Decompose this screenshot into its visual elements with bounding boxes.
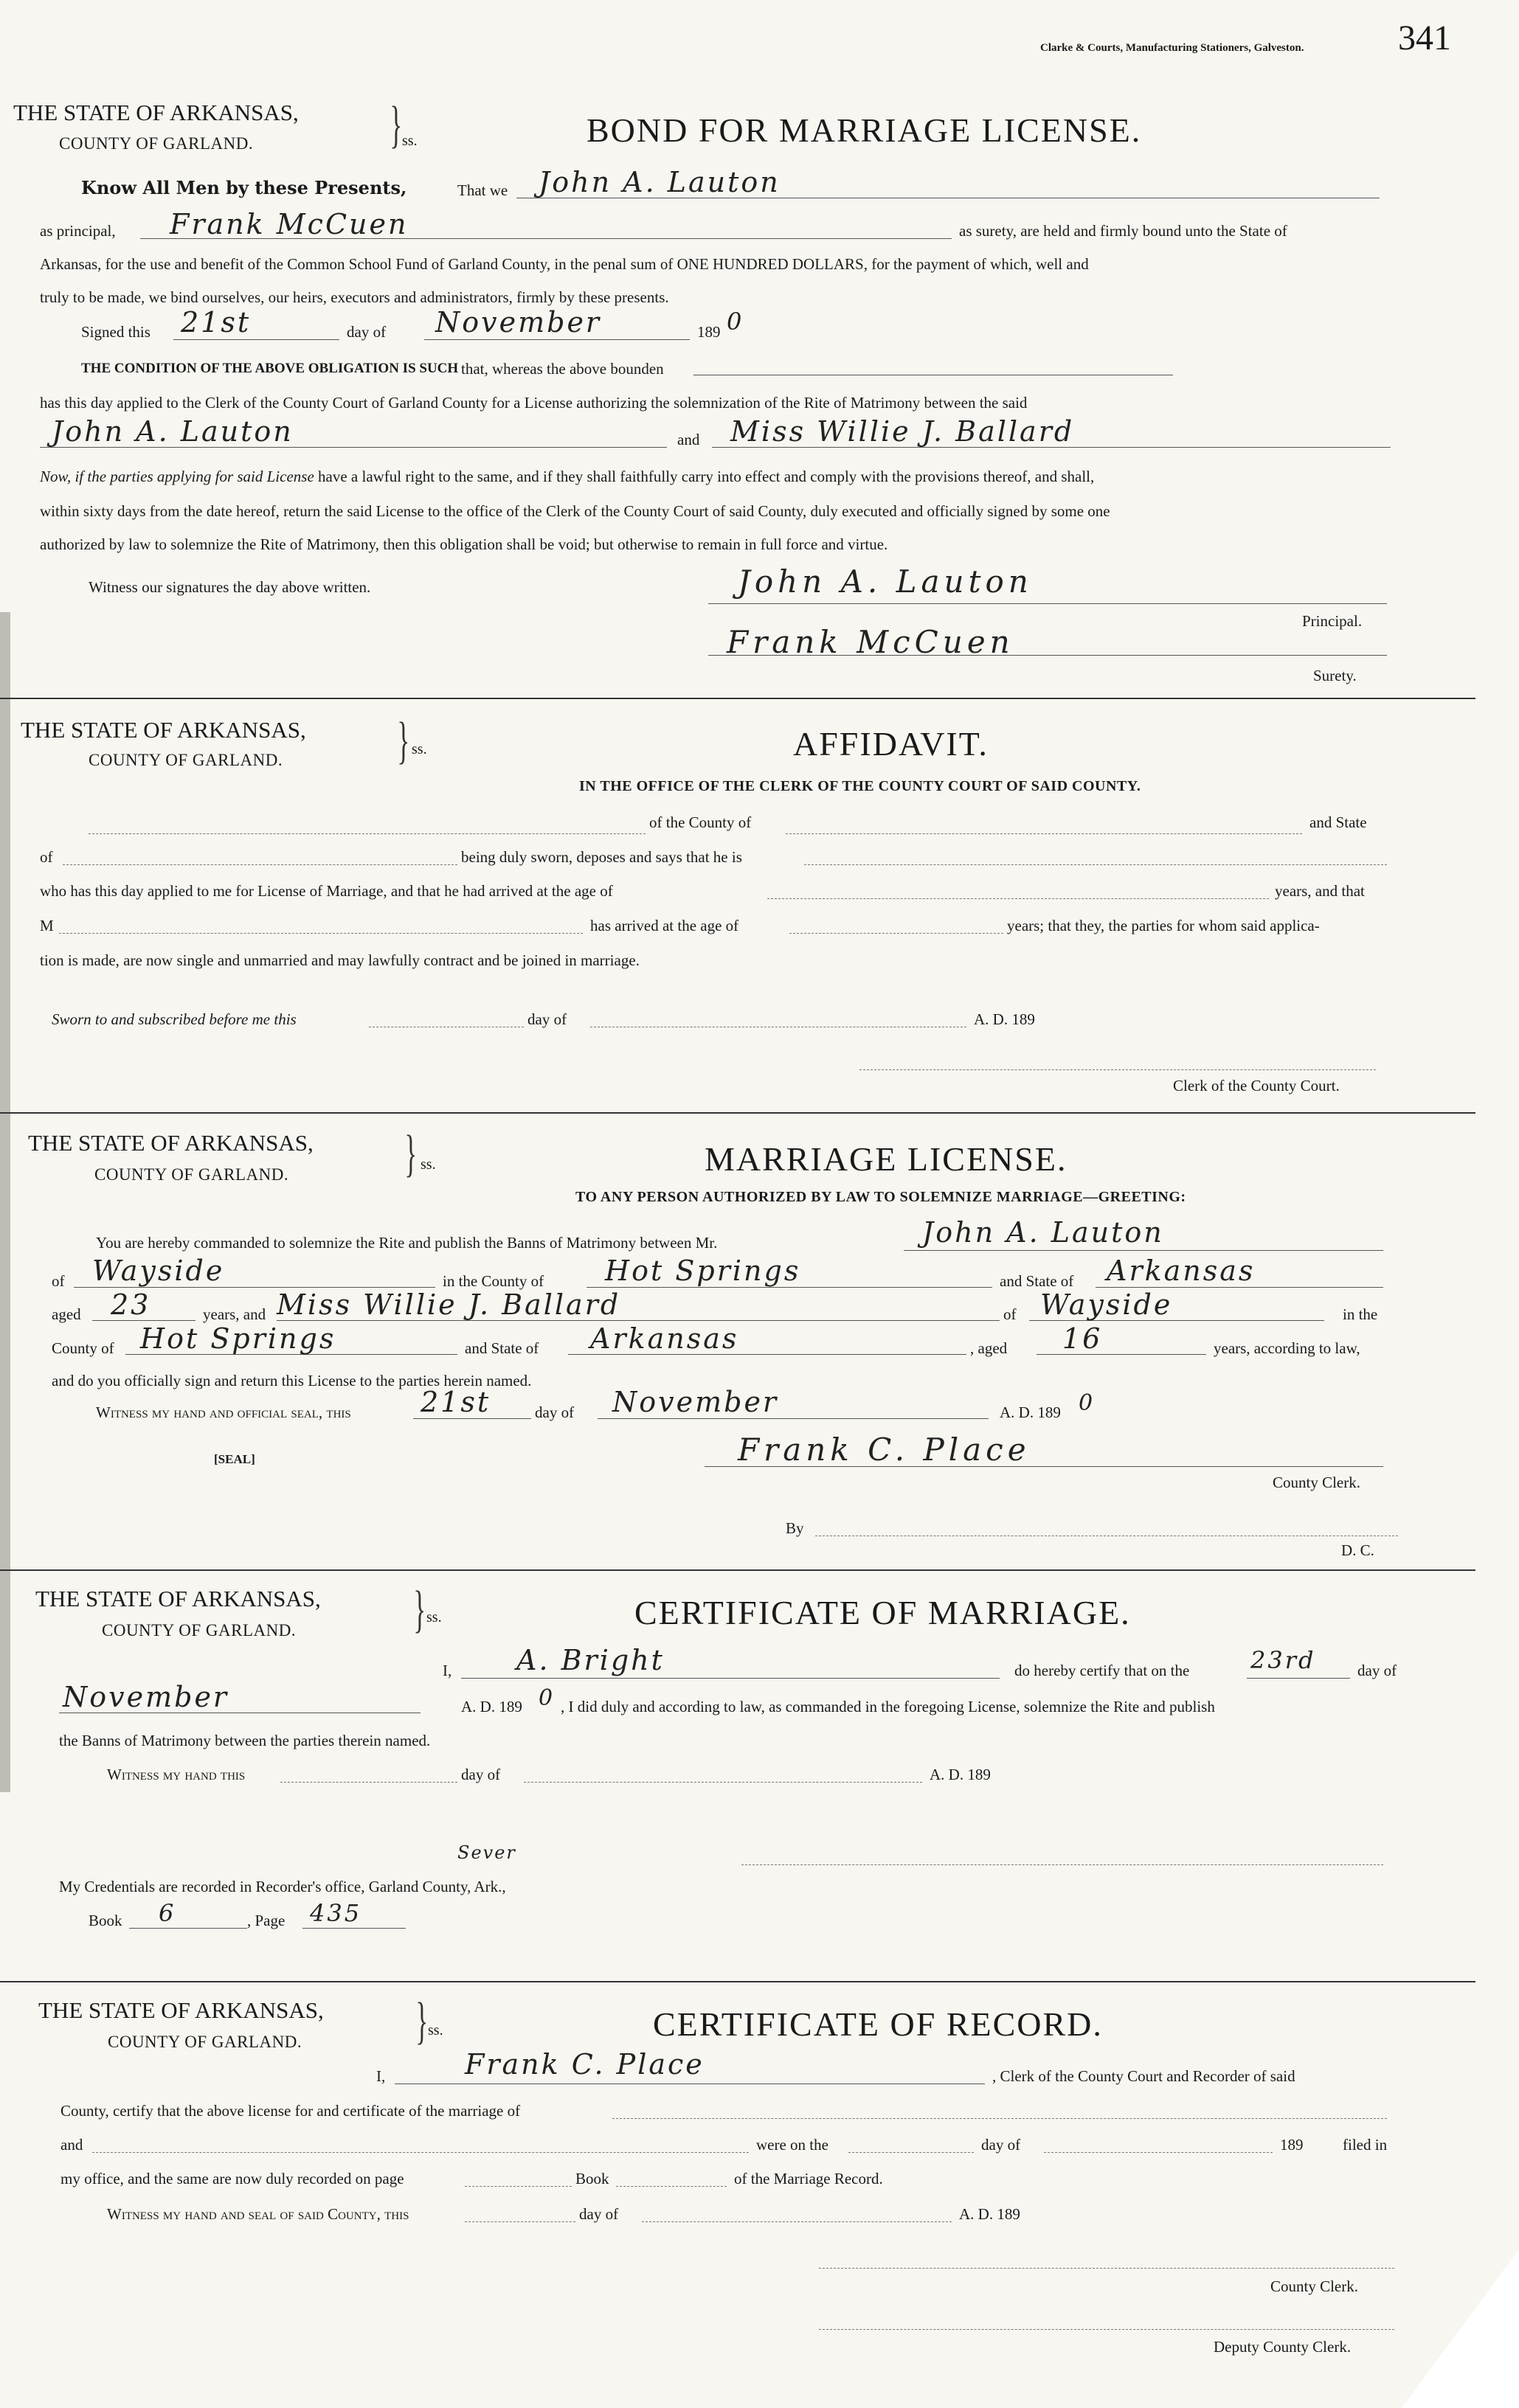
- groom-age-line: [767, 898, 1269, 899]
- surety-text: as surety, are held and firmly bound unto the State of: [959, 222, 1287, 240]
- record-line-2: County, certify that the above license for and certificate of the marriage of: [60, 2102, 521, 2120]
- bond-body-4: [40, 469, 1094, 485]
- bond-body-5: within sixty days from the date hereof, return the said License to the office of the Clerk of the County Court of said County, duly executed and officially signed by some one: [40, 502, 1110, 520]
- witness-day-line: [465, 2221, 575, 2222]
- witness-day-line: [280, 1782, 457, 1783]
- page-line: [302, 1928, 406, 1929]
- clerk-label: Clerk of the County Court.: [1173, 1077, 1340, 1094]
- name-line: [89, 833, 646, 834]
- state-line: [63, 864, 457, 865]
- of-label-2: of: [1003, 1305, 1017, 1323]
- section-title: BOND FOR MARRIAGE LICENSE.: [587, 111, 1142, 149]
- ss-mark: ss.: [428, 2022, 443, 2039]
- book-label: Book: [575, 2170, 609, 2187]
- surety-signature: Frank McCuen: [727, 624, 1014, 660]
- witness-label: Witness my hand and seal of said County, this: [107, 2205, 409, 2223]
- dc-label: D. C.: [1341, 1541, 1374, 1559]
- county-heading: COUNTY OF GARLAND.: [89, 751, 283, 769]
- aged-label: aged: [52, 1305, 81, 1323]
- witness-month-line: [598, 1418, 989, 1419]
- witness-day-line: [413, 1418, 531, 1419]
- page-number: 341: [1398, 18, 1451, 58]
- state-heading: THE STATE OF ARKANSAS,: [35, 1586, 321, 1611]
- seal-mark: [SEAL]: [214, 1452, 255, 1466]
- bride-name: Miss Willie J. Ballard: [730, 415, 1075, 448]
- i-label: I,: [376, 2067, 386, 2085]
- sworn-text: being duly sworn, deposes and says that he is: [461, 848, 742, 866]
- body-4-rest: have a lawful right to the same, and if they shall faithfully carry into effect and comply with the provisions thereof, and shall,: [318, 468, 1095, 485]
- record-day-line: [848, 2152, 974, 2153]
- witness-day: 21st: [421, 1386, 491, 1418]
- state-heading: THE STATE OF ARKANSAS,: [21, 717, 306, 743]
- groom-name: John A. Lauton: [52, 415, 294, 448]
- witness-month: November: [612, 1386, 779, 1418]
- credentials-note: Sever: [457, 1842, 516, 1863]
- sworn-before-label: Sworn to and subscribed before me this: [52, 1010, 297, 1028]
- state-heading: THE STATE OF ARKANSAS,: [13, 100, 299, 125]
- bond-witness: Witness our signatures the day above written.: [89, 578, 371, 596]
- by-label: By: [786, 1519, 804, 1537]
- record-text: of the Marriage Record.: [734, 2170, 883, 2187]
- and-state-label: and State: [1309, 813, 1367, 831]
- and-state-label-2: and State of: [465, 1339, 539, 1357]
- brace-glyph: }: [404, 1125, 418, 1182]
- bride-name: Miss Willie J. Ballard: [277, 1288, 621, 1321]
- section-divider: [0, 1569, 1475, 1571]
- section-subtitle: TO ANY PERSON AUTHORIZED BY LAW TO SOLEMNIZE MARRIAGE—GREETING:: [575, 1189, 1186, 1205]
- signed-day-line: [173, 339, 339, 340]
- witness-month-line: [524, 1782, 922, 1783]
- principal-label: Principal.: [1302, 612, 1363, 630]
- page-line: [465, 2186, 572, 2187]
- license-line-5: and do you officially sign and return this License to the parties herein named.: [52, 1372, 532, 1389]
- and-label: and: [60, 2136, 83, 2154]
- ss-mark: ss.: [402, 133, 418, 149]
- county-heading: COUNTY OF GARLAND.: [59, 134, 254, 153]
- and-label: and: [677, 431, 700, 448]
- year-digit: 0: [1079, 1390, 1096, 1416]
- brace-glyph: }: [413, 1581, 426, 1638]
- groom-residence: Wayside: [92, 1255, 225, 1287]
- section-divider: [0, 1112, 1475, 1114]
- filed-in-label: filed in: [1343, 2136, 1388, 2154]
- book-line: [616, 2186, 727, 2187]
- day-of-label: day of: [1357, 1662, 1397, 1679]
- county-heading: COUNTY OF GARLAND.: [94, 1165, 289, 1184]
- deputy-line: [819, 2329, 1394, 2330]
- year-prefix: 189: [697, 323, 721, 341]
- record-line-4: my office, and the same are now duly recorded on page: [60, 2170, 404, 2187]
- were-on-label: were on the: [756, 2136, 828, 2154]
- groom-line: [904, 1250, 1383, 1251]
- groom-county: Hot Springs: [605, 1255, 801, 1287]
- book-label: Book: [89, 1912, 122, 1929]
- license-line-1: You are hereby commanded to solemnize the Rite and publish the Banns of Matrimony between Mr.: [96, 1234, 718, 1252]
- bride-residence: Wayside: [1040, 1288, 1173, 1321]
- bride-state: Arkansas: [590, 1322, 739, 1355]
- clerk-label: County Clerk.: [1273, 1474, 1360, 1491]
- affidavit-line-3: who has this day applied to me for License of Marriage, and that he had arrived at the age of: [40, 882, 613, 900]
- i-label: I,: [443, 1662, 452, 1679]
- state-heading: THE STATE OF ARKANSAS,: [38, 1997, 324, 2023]
- clerk-signature-line: [859, 1069, 1376, 1070]
- principal-signature: John A. Lauton: [738, 563, 1033, 600]
- ss-mark: ss.: [426, 1609, 442, 1625]
- section-title: CERTIFICATE OF RECORD.: [653, 2005, 1103, 2043]
- relation-line: [804, 864, 1387, 865]
- that-we-label: That we: [457, 181, 508, 199]
- party-line-1: [612, 2118, 1387, 2119]
- signed-this-label: Signed this: [81, 323, 150, 341]
- aged-label-2: , aged: [970, 1339, 1008, 1357]
- body-4-italic: Now, if the parties applying for said License: [40, 468, 314, 485]
- deputy-label: Deputy County Clerk.: [1214, 2338, 1352, 2356]
- brace-glyph: }: [415, 1993, 429, 2050]
- surety-name: Frank McCuen: [170, 208, 409, 240]
- brace-glyph: }: [397, 712, 410, 769]
- officiant-line: [461, 1678, 1000, 1679]
- signed-day: 21st: [181, 306, 252, 339]
- groom-residence-line: [74, 1287, 435, 1288]
- county-clerk-line: [819, 2268, 1394, 2269]
- bride-line: [59, 933, 583, 934]
- witness-label: Witness my hand this: [107, 1766, 246, 1783]
- certificate-month: November: [63, 1681, 229, 1713]
- bond-intro: Know All Men by these Presents,: [81, 177, 407, 198]
- day-of-label: day of: [535, 1403, 575, 1421]
- section-divider: [0, 698, 1475, 699]
- state-heading: THE STATE OF ARKANSAS,: [28, 1130, 314, 1156]
- groom-state: Arkansas: [1107, 1255, 1256, 1287]
- day-of-label: day of: [527, 1010, 567, 1028]
- principal-name: John A. Lauton: [539, 166, 781, 198]
- and-state-label: and State of: [1000, 1272, 1074, 1290]
- m-label: M: [40, 917, 54, 934]
- section-subtitle: IN THE OFFICE OF THE CLERK OF THE COUNTY COURT OF SAID COUNTY.: [579, 778, 1141, 794]
- section-title: CERTIFICATE OF MARRIAGE.: [634, 1594, 1131, 1631]
- signed-month-line: [424, 339, 690, 340]
- certificate-line-2: , I did duly and according to law, as commanded in the foregoing License, solemnize the Rite and publish: [561, 1698, 1215, 1715]
- condition-text: that, whereas the above bounden: [461, 360, 664, 378]
- certify-label: do hereby certify that on the: [1014, 1662, 1190, 1679]
- county-of-label: County of: [52, 1339, 114, 1357]
- clerk-text: , Clerk of the County Court and Recorder of said: [992, 2067, 1295, 2085]
- page-value: 435: [310, 1899, 362, 1927]
- witness-ad: A. D. 189: [930, 1766, 991, 1783]
- groom-age: 23: [111, 1288, 151, 1321]
- printer-imprint: Clarke & Courts, Manufacturing Stationers, Galveston.: [1040, 42, 1304, 54]
- bride-county: Hot Springs: [140, 1322, 336, 1355]
- year-digit: 0: [539, 1685, 556, 1711]
- bond-body-2: truly to be made, we bind ourselves, our heirs, executors and administrators, firmly by these presents.: [40, 288, 669, 306]
- certificate-line-3: the Banns of Matrimony between the parties therein named.: [59, 1732, 431, 1749]
- binding-edge: [0, 612, 10, 1792]
- in-the-label: in the: [1343, 1305, 1378, 1323]
- groom-state-line: [1096, 1287, 1383, 1288]
- ad-label: A. D. 189: [461, 1698, 522, 1715]
- section-divider: [0, 1981, 1475, 1982]
- groom-name: John A. Lauton: [922, 1216, 1164, 1249]
- section-title: AFFIDAVIT.: [793, 725, 989, 763]
- surety-label: Surety.: [1313, 667, 1357, 684]
- party-line-2: [92, 2152, 749, 2153]
- credentials-label: My Credentials are recorded in Recorder's office, Garland County, Ark.,: [59, 1878, 506, 1895]
- clerk-name: Frank C. Place: [465, 2048, 705, 2081]
- county-heading: COUNTY OF GARLAND.: [102, 1621, 297, 1640]
- day-of-label: day of: [347, 323, 387, 341]
- page-label: , Page: [247, 1912, 286, 1929]
- as-principal-label: as principal,: [40, 222, 116, 240]
- affidavit-line-5: tion is made, are now single and unmarried and may lawfully contract and be joined in marriage.: [40, 951, 640, 969]
- year-label: 189: [1280, 2136, 1304, 2154]
- ss-mark: ss.: [421, 1156, 436, 1173]
- years-law-label: years, according to law,: [1214, 1339, 1360, 1357]
- ad-label: A. D. 189: [959, 2205, 1020, 2223]
- bond-body-3: has this day applied to the Clerk of the County Court of Garland County for a License authorizing the solemnization of the Rite of Matrimony between the said: [40, 394, 1028, 412]
- of-label: of: [40, 848, 53, 866]
- bride-age-line: [789, 933, 1003, 934]
- record-month-line: [1044, 2152, 1273, 2153]
- witness-day-of: day of: [461, 1766, 501, 1783]
- bond-body-1: Arkansas, for the use and benefit of the Common School Fund of Garland County, in the penal sum of ONE HUNDRED DOLLARS, for the payment of which, well and: [40, 255, 1089, 273]
- in-county-label: in the County of: [443, 1272, 544, 1290]
- groom-county-line: [587, 1287, 992, 1288]
- book-line: [129, 1928, 247, 1929]
- bride-age: 16: [1062, 1322, 1103, 1355]
- has-arrived-label: has arrived at the age of: [590, 917, 739, 934]
- officiant-signature-line: [741, 1864, 1383, 1865]
- of-label: of: [52, 1272, 65, 1290]
- witness-month-line: [642, 2221, 952, 2222]
- years-and-label: years, and: [203, 1305, 266, 1323]
- bond-body-6: authorized by law to solemnize the Rite of Matrimony, then this obligation shall be void; but otherwise to remain in full force and virtue.: [40, 535, 888, 553]
- ad-label: A. D. 189: [1000, 1403, 1061, 1421]
- torn-corner: [1402, 2249, 1519, 2408]
- signed-month: November: [435, 306, 602, 339]
- county-of-label: of the County of: [649, 813, 752, 831]
- clerk-name-line: [395, 2083, 985, 2084]
- ad-label: A. D. 189: [974, 1010, 1035, 1028]
- signed-year-digit: 0: [727, 308, 744, 336]
- years-parties: years; that they, the parties for whom said applica-: [1007, 917, 1320, 934]
- principal-signature-line: [708, 603, 1387, 604]
- ss-mark: ss.: [412, 741, 427, 757]
- section-title: MARRIAGE LICENSE.: [705, 1140, 1068, 1178]
- witness-label: Witness my hand and official seal, this: [96, 1403, 351, 1421]
- county-line: [786, 833, 1302, 834]
- certificate-day: 23rd: [1250, 1646, 1316, 1674]
- clerk-signature: Frank C. Place: [738, 1432, 1031, 1468]
- years-and-that: years, and that: [1275, 882, 1365, 900]
- book-value: 6: [159, 1899, 176, 1927]
- condition-heading: THE CONDITION OF THE ABOVE OBLIGATION IS SUCH: [81, 361, 459, 376]
- day-line: [1247, 1678, 1350, 1679]
- day-of-label: day of: [981, 2136, 1021, 2154]
- witness-day-of: day of: [579, 2205, 619, 2223]
- brace-glyph: }: [390, 97, 403, 153]
- county-heading: COUNTY OF GARLAND.: [108, 2033, 302, 2051]
- officiant-name: A. Bright: [516, 1644, 665, 1676]
- county-clerk-label: County Clerk.: [1270, 2277, 1358, 2295]
